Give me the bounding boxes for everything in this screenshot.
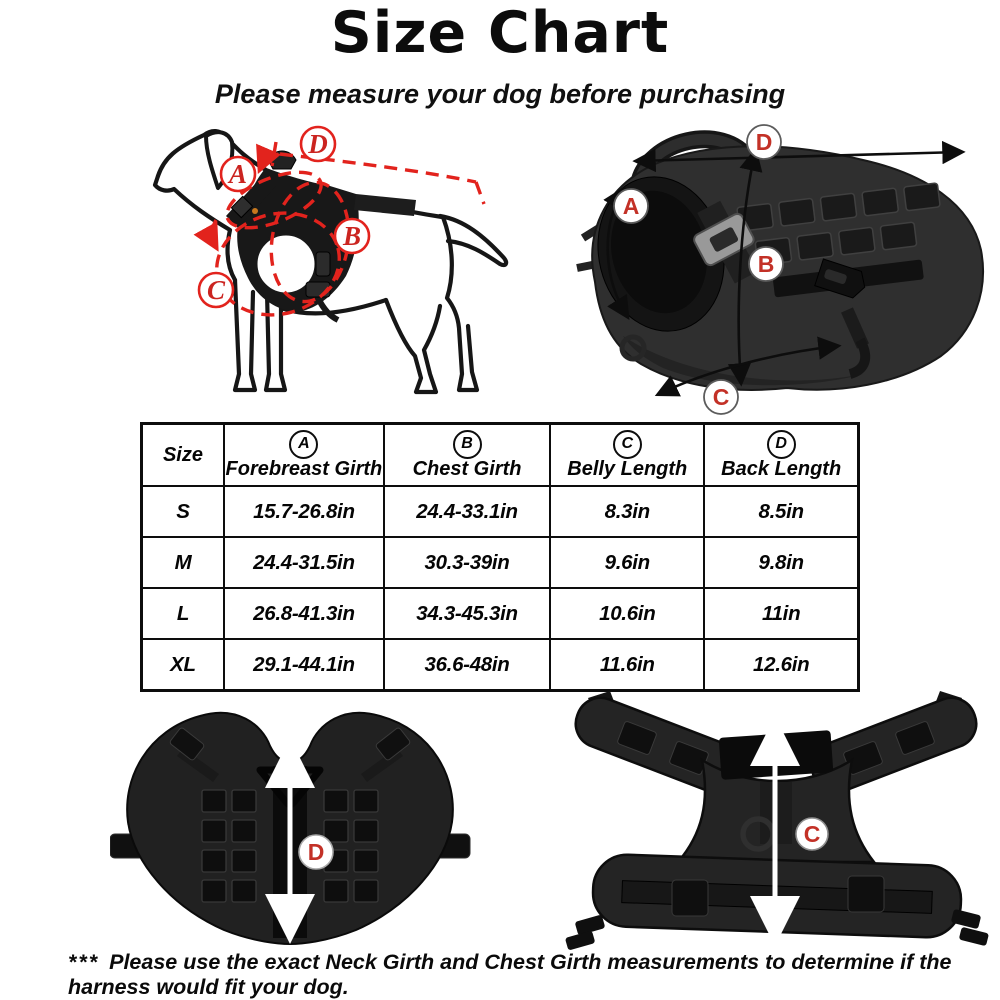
size-table-header-row bbox=[142, 424, 859, 487]
header-forebreast-girth: A Forebreast Girth bbox=[224, 424, 384, 487]
cell-chest: 30.3-39in bbox=[384, 537, 550, 588]
cell-chest: 36.6-48in bbox=[384, 639, 550, 691]
bottom-right-hardware-2 bbox=[959, 927, 989, 946]
circled-letter-a: A bbox=[289, 430, 318, 459]
cell-forebreast: 15.7-26.8in bbox=[224, 486, 384, 537]
cell-back: 12.6in bbox=[704, 639, 858, 691]
cell-back: 9.8in bbox=[704, 537, 858, 588]
table-row-s bbox=[142, 486, 859, 537]
side-buckle-upper bbox=[316, 252, 330, 276]
label-d: D bbox=[308, 129, 328, 159]
footnote-text: Please use the exact Neck Girth and Chest Girth measurements to determine if the harness would fit your dog. bbox=[68, 950, 952, 1000]
back-length-bracket-right bbox=[476, 182, 484, 204]
cell-back: 11in bbox=[704, 588, 858, 639]
photo-label-d: D bbox=[755, 129, 773, 155]
bottom-right-hardware-1 bbox=[951, 909, 982, 929]
harness-back-strap bbox=[354, 194, 416, 216]
cell-belly: 8.3in bbox=[550, 486, 704, 537]
belly-adjuster-left bbox=[672, 880, 708, 916]
cell-chest: 34.3-45.3in bbox=[384, 588, 550, 639]
cell-back: 8.5in bbox=[704, 486, 858, 537]
cell-forebreast: 26.8-41.3in bbox=[224, 588, 384, 639]
cell-size: XL bbox=[142, 639, 224, 691]
header-belly-length: C Belly Length bbox=[550, 424, 704, 487]
girth-strap-end bbox=[318, 298, 338, 320]
harness-top-view-figure bbox=[110, 694, 530, 950]
header-size: Size bbox=[142, 424, 224, 487]
label-a: A bbox=[228, 159, 248, 189]
underside-label-c: C bbox=[803, 821, 821, 847]
photo-label-c: C bbox=[712, 384, 730, 410]
dog-measurement-diagram bbox=[118, 112, 550, 414]
photo-label-b: B bbox=[757, 251, 775, 277]
top-view-svg bbox=[110, 694, 530, 950]
label-b: B bbox=[342, 221, 362, 251]
dog-diagram-svg bbox=[118, 112, 550, 414]
cell-forebreast: 29.1-44.1in bbox=[224, 639, 384, 691]
harness-underside-figure bbox=[560, 684, 995, 954]
photo-label-a: A bbox=[622, 193, 640, 219]
cell-size: M bbox=[142, 537, 224, 588]
size-table bbox=[140, 422, 860, 692]
belly-adjuster-right bbox=[848, 876, 884, 912]
belly-arc-arrow bbox=[212, 220, 216, 247]
underside-svg bbox=[560, 684, 995, 954]
page-title: Size Chart bbox=[330, 0, 670, 66]
footnote-marker: *** bbox=[68, 950, 100, 974]
table-row-xl bbox=[142, 639, 859, 691]
cell-size: L bbox=[142, 588, 224, 639]
header-chest-girth: B Chest Girth bbox=[384, 424, 550, 487]
footnote bbox=[68, 950, 960, 1000]
page-subtitle: Please measure your dog before purchasing bbox=[214, 79, 786, 109]
cell-chest: 24.4-33.1in bbox=[384, 486, 550, 537]
cell-forebreast: 24.4-31.5in bbox=[224, 537, 384, 588]
harness-photo-svg bbox=[563, 106, 1000, 420]
cell-size: S bbox=[142, 486, 224, 537]
top-view-label-d: D bbox=[307, 839, 325, 865]
harness-photo-diagram bbox=[563, 106, 1000, 420]
circled-letter-d: D bbox=[767, 430, 796, 459]
header-back-length: D Back Length bbox=[704, 424, 858, 487]
table-row-m bbox=[142, 537, 859, 588]
circled-letter-b: B bbox=[453, 430, 482, 459]
table-row-l bbox=[142, 588, 859, 639]
cell-belly: 11.6in bbox=[550, 639, 704, 691]
label-c: C bbox=[206, 275, 226, 305]
cell-belly: 10.6in bbox=[550, 588, 704, 639]
buckle-orange-dot bbox=[252, 208, 258, 214]
circled-letter-c: C bbox=[613, 430, 642, 459]
cell-belly: 9.6in bbox=[550, 537, 704, 588]
